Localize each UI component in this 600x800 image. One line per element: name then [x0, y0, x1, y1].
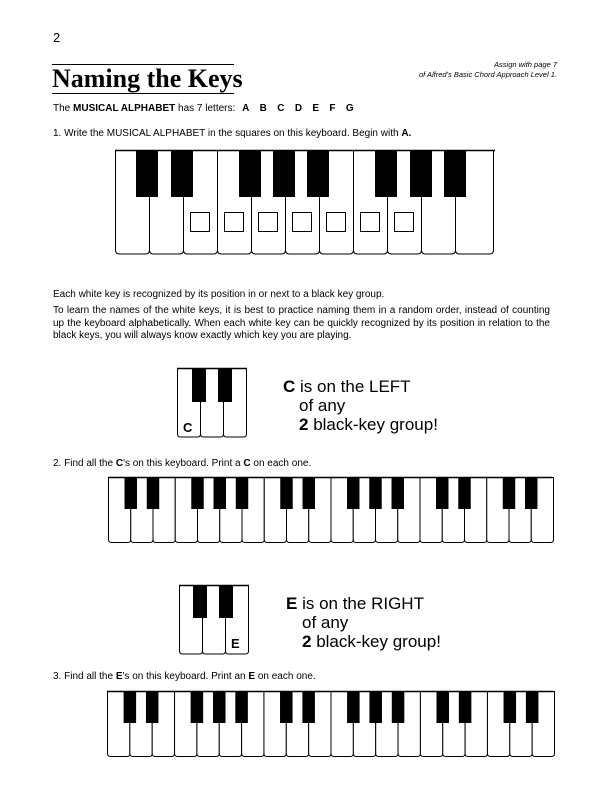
black-key — [436, 477, 448, 509]
alphabet-letter: F — [329, 103, 337, 114]
black-key — [146, 691, 159, 723]
e-rule-number: 2 — [302, 632, 312, 651]
c-rule-number: 2 — [299, 415, 309, 434]
instruction-3-pre: Find all the — [64, 671, 114, 682]
black-key — [369, 691, 382, 723]
instruction-2-pre: Find all the — [64, 458, 114, 469]
e-rule-line-3 — [302, 631, 441, 652]
black-key — [280, 477, 292, 509]
page-title: Naming the Keys — [52, 64, 243, 93]
c-rule-line1-rest: is on the LEFT — [300, 377, 411, 396]
e-rule-line-2: of any — [302, 613, 349, 632]
info-line-1: Each white key is recognized by its position in or next to a black key group. — [53, 289, 385, 300]
black-key — [124, 691, 137, 723]
alphabet-letters — [242, 103, 354, 114]
alphabet-middle: has 7 letters: — [178, 103, 236, 114]
instruction-1-number: 1. — [53, 128, 62, 139]
instruction-3-mid: 's on this keyboard. Print an — [122, 671, 246, 682]
instruction-2-post: on each one. — [253, 458, 312, 469]
answer-square[interactable] — [395, 213, 414, 232]
black-key — [307, 150, 329, 197]
black-key — [136, 150, 158, 197]
instruction-3-post: on each one. — [257, 671, 316, 682]
instruction-3-bold: E — [115, 671, 123, 682]
answer-square[interactable] — [259, 213, 278, 232]
black-key — [392, 477, 404, 509]
alphabet-prefix: The — [53, 103, 71, 114]
black-key — [347, 477, 359, 509]
black-key — [125, 477, 137, 509]
alphabet-letter: D — [294, 103, 303, 114]
c-rule-line-1 — [283, 376, 411, 397]
black-key — [147, 477, 159, 509]
instruction-1 — [53, 128, 411, 139]
c-rule-line-3 — [299, 414, 438, 435]
info-paragraph: To learn the names of the white keys, it is best to practice naming them in a random order, instead of counting up the keyboard alphabetically. When each white key can be quickly recognized by its position in relation to the black keys, you will always know exactly which key you are playing. — [53, 305, 550, 341]
black-key — [436, 691, 449, 723]
black-key — [239, 150, 261, 197]
instruction-1-bold: A. — [401, 128, 412, 139]
alphabet-letter: A — [242, 103, 250, 114]
keyboard-3 — [107, 691, 555, 758]
black-key — [375, 150, 397, 197]
black-key — [280, 691, 293, 723]
black-key — [525, 477, 537, 509]
black-key — [235, 691, 248, 723]
musical-alphabet-statement — [53, 103, 354, 114]
e-rule-line-1 — [286, 593, 424, 614]
alphabet-term: MUSICAL ALPHABET — [73, 103, 176, 114]
alphabet-letter: G — [345, 103, 355, 114]
answer-square[interactable] — [327, 213, 346, 232]
black-key — [303, 477, 315, 509]
alphabet-letter: E — [312, 103, 320, 114]
black-key — [444, 150, 466, 197]
black-key — [302, 691, 315, 723]
page-number: 2 — [53, 30, 61, 45]
e-rule-line1-rest: is on the RIGHT — [302, 594, 424, 613]
black-key — [214, 477, 226, 509]
black-key — [459, 691, 472, 723]
keyboard-2 — [108, 477, 554, 544]
instruction-3-number: 3. — [53, 671, 62, 682]
black-key — [410, 150, 432, 197]
black-key — [219, 585, 233, 618]
black-key — [213, 691, 226, 723]
instruction-2-number: 2. — [53, 458, 62, 469]
e-rule-letter: E — [286, 594, 298, 613]
black-key — [347, 691, 360, 723]
black-key — [218, 368, 232, 402]
answer-square[interactable] — [293, 213, 312, 232]
instruction-2-bold2: C — [243, 458, 251, 469]
black-key — [192, 368, 206, 402]
answer-square[interactable] — [225, 213, 244, 232]
instruction-2-bold: C — [115, 458, 124, 469]
assignment-note — [317, 60, 557, 80]
e-position-diagram — [179, 585, 251, 655]
instruction-2 — [53, 458, 311, 469]
black-key — [191, 691, 204, 723]
black-key — [504, 691, 517, 723]
black-key — [392, 691, 405, 723]
title-bottom-rule — [52, 93, 234, 94]
black-key — [171, 150, 193, 197]
alphabet-letter: C — [277, 103, 285, 114]
black-key — [193, 585, 207, 618]
instruction-3 — [53, 671, 316, 682]
black-key — [526, 691, 539, 723]
c-key-label: C — [183, 420, 193, 435]
black-key — [369, 477, 381, 509]
e-key-label: E — [231, 636, 240, 651]
c-rule-line-2: of any — [299, 396, 346, 415]
c-rule-letter: C — [283, 377, 296, 396]
answer-square[interactable] — [361, 213, 380, 232]
black-key — [458, 477, 470, 509]
e-rule-line3-rest: black-key group! — [316, 632, 441, 651]
black-key — [236, 477, 248, 509]
instruction-2-mid: 's on this keyboard. Print a — [123, 458, 241, 469]
assignment-note-line2: of Alfred's Basic Chord Approach Level 1. — [418, 70, 557, 79]
assignment-note-line1: Assign with page 7 — [494, 60, 557, 69]
instruction-1-text: Write the MUSICAL ALPHABET in the squares on this keyboard. Begin with — [64, 128, 399, 139]
c-rule-line3-rest: black-key group! — [313, 415, 438, 434]
black-key — [503, 477, 515, 509]
black-key — [273, 150, 295, 197]
answer-square[interactable] — [191, 213, 210, 232]
alphabet-letter: B — [259, 103, 268, 114]
keyboard-1 — [115, 150, 497, 255]
black-key — [191, 477, 203, 509]
instruction-3-bold2: E — [248, 671, 256, 682]
